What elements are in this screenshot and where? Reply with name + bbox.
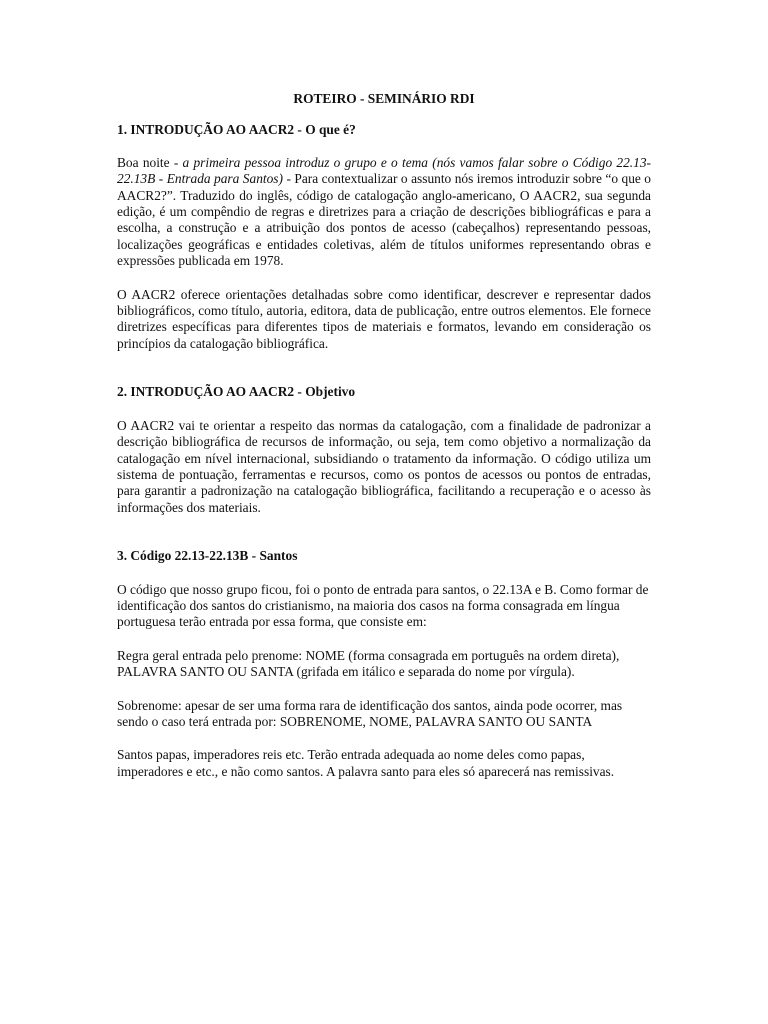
section-3-paragraph-3: Sobrenome: apesar de ser uma forma rara de identificação dos santos, ainda pode ocorrer, mas sendo o caso terá entrada por: SOBRENOME, NOME, PALAVRA SANTO OU SANTA (117, 697, 623, 729)
section-3-paragraph-4: Santos papas, imperadores reis etc. Terão entrada adequada ao nome deles como papas, imperadores e etc., e não como santos. A palavra santo para eles só aparecerá nas remissivas. (117, 747, 615, 779)
section-2-heading: 2. INTRODUÇÃO AO AACR2 - Objetivo (117, 384, 356, 400)
document-page (117, 91, 651, 797)
section-1-paragraph-2: O AACR2 oferece orientações detalhadas sobre como identificar, descrever e representar dados bibliográficos, como título, autoria, editora, data de publicação, entre outros elementos. Ele fornece diretrizes específicas para diferentes tipos de materiais e formatos, levando em consideração os princípios da catalogação bibliográfica. (117, 286, 651, 351)
section-1-paragraph-1-body: - Para contextualizar o assunto nós iremos introduzir sobre “o que o AACR2?”. Traduzido do inglês, código de catalogação anglo-americano, O AACR2, sua segunda edição, é um compêndio de regras e diretrizes para a criação de descrições bibliográficas e para a escolha, a construção e a atribuição dos pontos de acesso (cabeçalhos) representando pessoas, localizações geográficas e entidades coletivas, além de títulos uniformes representando obras e expressões publicada em 1978. (117, 171, 651, 269)
section-3-heading: 3. Código 22.13-22.13B - Santos (117, 548, 298, 564)
section-3-paragraph-1: O código que nosso grupo ficou, foi o ponto de entrada para santos, o 22.13A e B. Como formar de identificação dos santos do cristianismo, na maioria dos casos na forma consagrada em língua portuguesa terão entrada por essa forma, que consiste em: (117, 581, 649, 630)
section-1-heading: 1. INTRODUÇÃO AO AACR2 - O que é? (117, 122, 356, 138)
document-title: ROTEIRO - SEMINÁRIO RDI (293, 91, 475, 106)
section-1-paragraph-1-intro: Boa noite - (117, 154, 183, 170)
section-2-paragraph-1: O AACR2 vai te orientar a respeito das normas da catalogação, com a finalidade de padronizar a descrição bibliográfica de recursos de informação, ou seja, tem como objetivo a normalização da catalogação em nível internacional, subsidiando o tratamento da informação. O código utiliza um sistema de pontuação, ferramentas e recursos, como os pontos de acessos ou pontos de entradas, para garantir a padronização na catalogação bibliográfica, facilitando a recuperação e o acesso às informações dos materiais. (117, 417, 651, 515)
section-1-paragraph-1-italic: a primeira pessoa introduz o grupo e o tema (nós vamos falar sobre o Código 22.13-22.13B - Entrada para Santos) (117, 154, 651, 187)
section-1-paragraph-1 (117, 155, 651, 270)
section-3-paragraph-2: Regra geral entrada pelo prenome: NOME (forma consagrada em português na ordem direta), PALAVRA SANTO OU SANTA (grifada em itálico e separada do nome por vírgula). (117, 647, 620, 680)
